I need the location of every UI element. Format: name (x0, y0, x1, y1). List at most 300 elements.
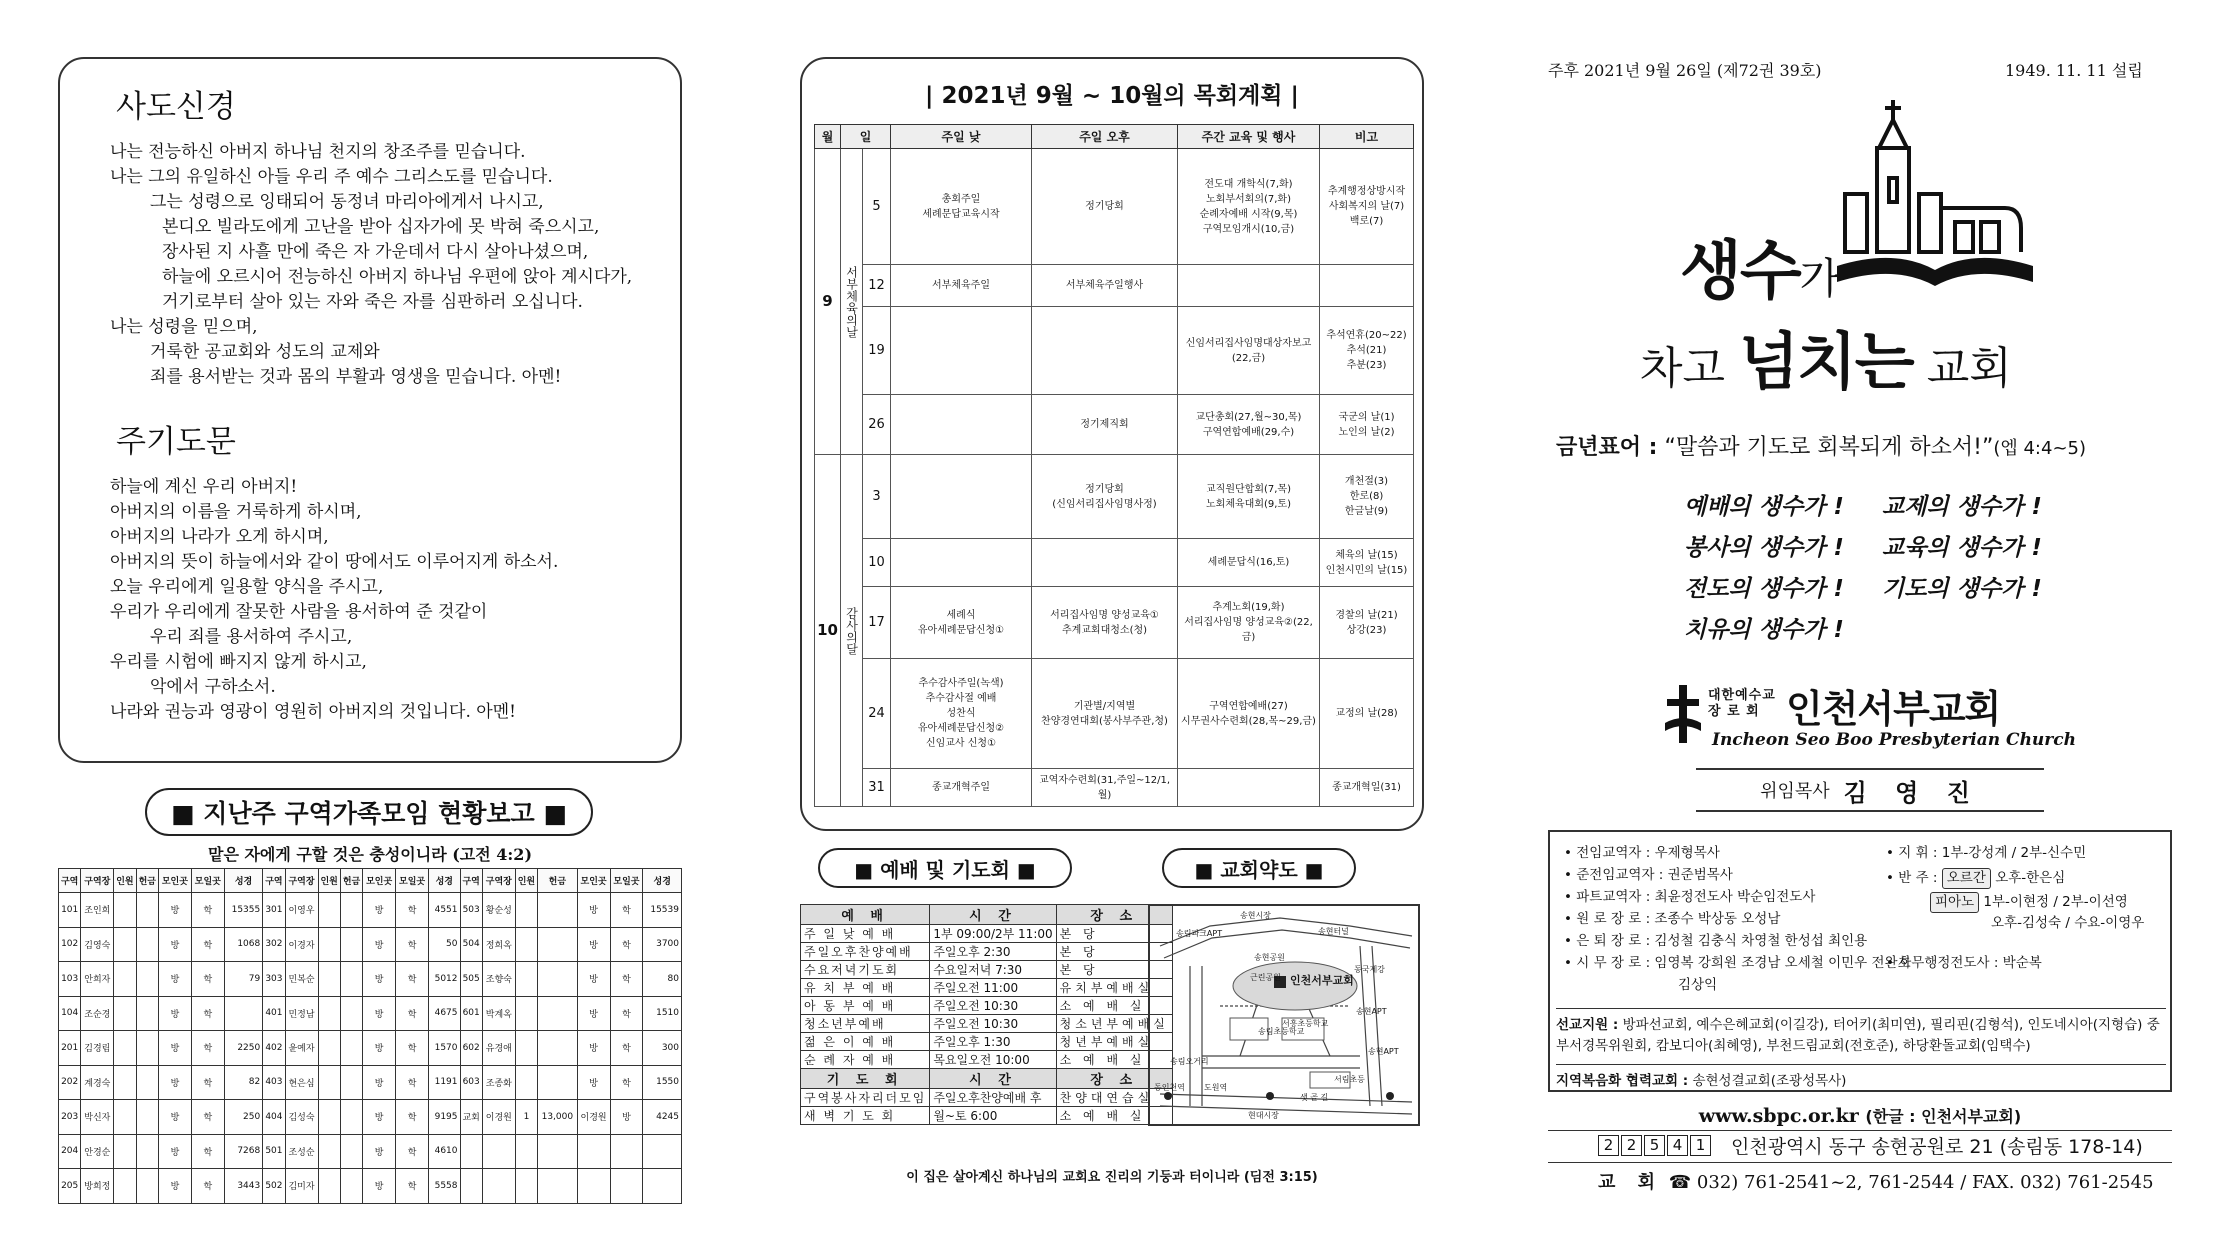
report-cell: 김영숙 (81, 927, 114, 962)
report-cell (515, 996, 537, 1031)
report-cell: 방 (363, 1031, 396, 1066)
plan-month-theme: 감사의달 (841, 455, 863, 807)
prayer-line: 우리를 시험에 빠지지 않게 하시고, (110, 652, 367, 672)
report-cell: 방 (363, 893, 396, 928)
slogan-line-1: 생수가 (1680, 235, 1839, 309)
plan-pm (1032, 307, 1178, 395)
plan-day: 26 (863, 395, 891, 455)
report-header: 인원 (318, 869, 340, 893)
report-cell (114, 962, 136, 997)
report-cell: 9195 (429, 1100, 460, 1135)
worship-cell: 아 동 부 예 배 (801, 997, 930, 1015)
plan-month: 9 (815, 149, 841, 455)
worship-cell: 순 례 자 예 배 (801, 1051, 930, 1069)
report-cell (114, 893, 136, 928)
report-cell: 학 (396, 996, 429, 1031)
zip-digit: 2 (1598, 1135, 1619, 1156)
report-cell (136, 1065, 158, 1100)
report-cell: 4551 (429, 893, 460, 928)
staff-line: • 은 퇴 장 로 : 김성철 김충식 차영철 한성섭 최인용 (1564, 933, 1868, 949)
table-row (801, 1107, 1173, 1125)
map-label: 송현APT (1356, 1007, 1387, 1016)
prayer-line: 우리가 우리에게 잘못한 사람을 용서하여 준 것같이 (110, 602, 488, 622)
report-cell: 3700 (643, 927, 682, 962)
plan-day: 19 (863, 307, 891, 395)
table-row (59, 893, 682, 928)
report-cell: 501 (263, 1134, 285, 1169)
report-cell: 방 (577, 1065, 610, 1100)
report-cell (114, 1134, 136, 1169)
report-cell: 201 (59, 1031, 81, 1066)
map-label: 근린공원 (1250, 973, 1281, 982)
report-cell: 방 (158, 1169, 191, 1204)
map-label: 송림파크APT (1176, 929, 1223, 938)
worship-header: 기 도 회 (801, 1069, 930, 1089)
worship-header: 장 소 (1056, 905, 1172, 925)
report-cell (224, 996, 262, 1031)
worship-cell: 1부 09:00/2부 11:00 (930, 925, 1056, 943)
report-cell: 학 (191, 1169, 224, 1204)
table-row (801, 1033, 1173, 1051)
report-cell (114, 1031, 136, 1066)
report-cell (114, 996, 136, 1031)
report-cell: 601 (460, 996, 482, 1031)
website[interactable]: www.sbpc.or.kr (한글 : 인천서부교회) (1698, 1105, 2022, 1127)
report-cell: 학 (610, 893, 643, 928)
goal-item: 전도의 생수가 ! (1684, 576, 1844, 602)
report-cell (318, 996, 340, 1031)
creed-panel (58, 57, 682, 763)
report-cell: 방 (363, 1169, 396, 1204)
report-cell: 황순성 (482, 893, 515, 928)
report-cell (318, 1031, 340, 1066)
worship-cell: 소 예 배 실 (1056, 1051, 1172, 1069)
plan-header: 주일 낮 (891, 125, 1032, 149)
worship-cell: 유 치 부 예 배 (801, 979, 930, 997)
report-cell: 이경자 (285, 927, 318, 962)
map-label: 서흥초등학교 (1282, 1019, 1329, 1028)
worship-cell: 젊 은 이 예 배 (801, 1033, 930, 1051)
report-cell: 유경애 (482, 1031, 515, 1066)
plan-pm: 기관별/지역별 찬양경연대회(봉사부주관,청) (1032, 659, 1178, 769)
report-cell: 250 (224, 1100, 262, 1135)
report-cell: 103 (59, 962, 81, 997)
ministry-plan-table (814, 124, 1414, 807)
report-cell: 1 (515, 1100, 537, 1135)
report-cell (318, 927, 340, 962)
report-cell: 학 (396, 1100, 429, 1135)
report-cell: 82 (224, 1065, 262, 1100)
plan-week (1178, 265, 1320, 307)
report-cell: 방 (158, 1031, 191, 1066)
report-cell (318, 962, 340, 997)
map-label: 도원역 (1204, 1083, 1228, 1092)
plan-month-theme: 서부체육의날 (841, 149, 863, 455)
map-label: 송현터널 (1318, 927, 1349, 936)
table-row (801, 943, 1173, 961)
goal-item: 교육의 생수가 ! (1882, 535, 2042, 561)
report-cell: 50 (429, 927, 460, 962)
plan-noon (891, 307, 1032, 395)
report-cell (515, 1134, 537, 1169)
conductor: • 지 휘 : 1부-강성계 / 2부-신수민 (1886, 845, 2087, 861)
report-cell (136, 996, 158, 1031)
map-label: 동국제강 (1354, 965, 1385, 974)
report-cell (340, 1100, 362, 1135)
creed-text (110, 140, 650, 390)
map-label: 송현공원 (1254, 953, 1285, 962)
ministry-plan-panel (800, 57, 1424, 831)
report-cell: 203 (59, 1100, 81, 1135)
report-header: 모일곳 (610, 869, 643, 893)
report-cell: 학 (191, 1134, 224, 1169)
prayer-title: 주기도문 (116, 424, 236, 460)
worship-cell: 월~토 6:00 (930, 1107, 1056, 1125)
creed-line: 본디오 빌라도에게 고난을 받아 십자가에 못 박혀 죽으시고, (162, 217, 600, 237)
plan-pm: 서부체육주일행사 (1032, 265, 1178, 307)
report-cell: 학 (396, 927, 429, 962)
report-cell (340, 893, 362, 928)
staff-line: • 시 무 장 로 : 임영복 강희원 조경남 오세철 이민우 전완호 (1564, 955, 1911, 971)
report-cell (577, 1134, 610, 1169)
report-cell: 방 (158, 1134, 191, 1169)
goal-item: 봉사의 생수가 ! (1684, 535, 1844, 561)
report-cell: 방 (158, 927, 191, 962)
report-cell: 이경원 (482, 1100, 515, 1135)
report-cell: 학 (396, 1169, 429, 1204)
church-logo-cross-icon (1663, 683, 1703, 747)
report-cell: 2250 (224, 1031, 262, 1066)
creed-line: 장사된 지 사흘 만에 죽은 자 가운데서 다시 살아나셨으며, (162, 242, 589, 262)
report-cell (114, 1065, 136, 1100)
report-header: 헌금 (340, 869, 362, 893)
report-header: 모인곳 (577, 869, 610, 893)
report-cell (515, 893, 537, 928)
report-cell: 402 (263, 1031, 285, 1066)
founded-date: 1949. 11. 11 설립 (2005, 61, 2143, 80)
worship-cell: 목요일오전 10:00 (930, 1051, 1056, 1069)
report-cell (460, 1169, 482, 1204)
report-cell: 안경순 (81, 1134, 114, 1169)
report-cell: 202 (59, 1065, 81, 1100)
report-cell: 4610 (429, 1134, 460, 1169)
creed-line: 나는 전능하신 아버지 하나님 천지의 창조주를 믿습니다. (110, 142, 526, 162)
plan-month: 10 (815, 455, 841, 807)
report-cell: 방 (577, 1031, 610, 1066)
report-cell (515, 1169, 537, 1204)
report-cell: 학 (191, 1065, 224, 1100)
report-cell: 방 (610, 1100, 643, 1135)
table-row (801, 1089, 1173, 1107)
prayer-line: 악에서 구하소서. (150, 677, 276, 697)
worship-cell: 주일오전 10:30 (930, 1015, 1056, 1033)
table-row (801, 1051, 1173, 1069)
worship-cell: 주일오후 2:30 (930, 943, 1056, 961)
plan-week: 전도대 개학식(7,화) 노회부서회의(7,화) 순례자예배 시작(9,목) 구역모임개시(10,금) (1178, 149, 1320, 265)
report-cell: 5012 (429, 962, 460, 997)
table-row (815, 539, 1414, 587)
map-label: 서림초등 (1334, 1075, 1365, 1084)
worship-cell: 새 벽 기 도 회 (801, 1107, 930, 1125)
worship-cell: 주일오전 10:30 (930, 997, 1056, 1015)
creed-line: 거기로부터 살아 있는 자와 죽은 자를 심판하러 오십니다. (162, 292, 583, 312)
report-cell: 방 (363, 962, 396, 997)
report-cell (340, 1134, 362, 1169)
report-cell: 4245 (643, 1100, 682, 1135)
creed-line: 하늘에 오르시어 전능하신 아버지 하나님 우편에 앉아 계시다가, (162, 267, 633, 287)
report-cell: 방 (363, 1100, 396, 1135)
report-cell (482, 1169, 515, 1204)
zip-digit: 2 (1621, 1135, 1642, 1156)
table-row (815, 307, 1414, 395)
plan-pm: 정기제직회 (1032, 395, 1178, 455)
table-row (59, 1031, 682, 1066)
divider (1548, 1130, 2172, 1131)
report-cell: 방 (577, 893, 610, 928)
report-header: 구역장 (81, 869, 114, 893)
report-cell: 방 (363, 1134, 396, 1169)
report-cell (340, 962, 362, 997)
report-header: 인원 (515, 869, 537, 893)
table-row (59, 927, 682, 962)
staff-line: 김상익 (1678, 977, 1718, 993)
plan-header: 주일 오후 (1032, 125, 1178, 149)
report-cell: 3443 (224, 1169, 262, 1204)
plan-pm: 서리집사임명 양성교육① 추계교회대청소(청) (1032, 587, 1178, 659)
plan-title: | 2021년 9월 ~ 10월의 목회계획 | (925, 83, 1299, 109)
report-cell (318, 1100, 340, 1135)
worship-header: 장 소 (1056, 1069, 1172, 1089)
report-header: 구역장 (482, 869, 515, 893)
report-cell: 방 (363, 1065, 396, 1100)
creed-line: 그는 성령으로 잉태되어 동정녀 마리아에게서 나시고, (150, 192, 544, 212)
report-cell: 박신자 (81, 1100, 114, 1135)
report-header: 헌금 (538, 869, 577, 893)
plan-day: 24 (863, 659, 891, 769)
report-cell: 민정남 (285, 996, 318, 1031)
report-cell: 502 (263, 1169, 285, 1204)
plan-pm: 교역자수련회(31,주일~12/1,월) (1032, 769, 1178, 807)
report-cell (538, 1169, 577, 1204)
report-header: 인원 (114, 869, 136, 893)
plan-noon: 세례식 유아세례문답신청① (891, 587, 1032, 659)
report-cell: 박계옥 (482, 996, 515, 1031)
plan-day: 5 (863, 149, 891, 265)
worship-header-row (801, 1069, 1173, 1089)
prayer-text (110, 475, 650, 725)
admin-staff: • 사무행정전도사 : 박순복 (1886, 955, 2042, 971)
report-cell: 301 (263, 893, 285, 928)
map-label: 동인천역 (1154, 1083, 1185, 1092)
report-cell: 학 (610, 962, 643, 997)
worship-cell: 청소년부예배 (801, 1015, 930, 1033)
report-cell: 이경원 (577, 1100, 610, 1135)
report-cell: 조향숙 (482, 962, 515, 997)
creed-title: 사도신경 (116, 89, 236, 125)
worship-title: ■ 예배 및 기도회 ■ (818, 848, 1072, 888)
report-header: 성경 (224, 869, 262, 893)
report-cell: 방 (158, 1100, 191, 1135)
prayer-line: 나라와 권능과 영광이 영원히 아버지의 것입니다. 아멘! (110, 702, 516, 722)
table-row (815, 769, 1414, 807)
worship-cell: 청년부예배실 (1056, 1033, 1172, 1051)
report-cell (515, 1031, 537, 1066)
report-cell (610, 1169, 643, 1204)
table-row (59, 1134, 682, 1169)
table-row (815, 455, 1414, 539)
report-cell (577, 1169, 610, 1204)
plan-day: 3 (863, 455, 891, 539)
table-row (59, 1065, 682, 1100)
plan-week (1178, 769, 1320, 807)
map-label: 송현시장 (1240, 911, 1271, 920)
report-header: 구역장 (285, 869, 318, 893)
plan-note: 추석연휴(20~22) 추석(21) 추분(23) (1320, 307, 1414, 395)
report-cell: 15355 (224, 893, 262, 928)
staff-line: • 원 로 장 로 : 조종수 박상동 오성남 (1564, 911, 1781, 927)
report-cell (538, 962, 577, 997)
report-cell: 방 (577, 996, 610, 1031)
report-header: 구역 (460, 869, 482, 893)
report-cell (515, 962, 537, 997)
report-cell (136, 1169, 158, 1204)
zip-digit: 1 (1690, 1135, 1711, 1156)
plan-week: 교단총회(27,월~30,목) 구역연합예배(29,수) (1178, 395, 1320, 455)
plan-week: 신임서리집사임명대상자보고 (22,금) (1178, 307, 1320, 395)
church-building-icon (1835, 98, 2035, 288)
report-cell (340, 927, 362, 962)
plan-note: 추계행정상방시작 사회복지의 날(7) 백로(7) (1320, 149, 1414, 265)
address: 2 2 5 4 1 인천광역시 동구 송현공원로 21 (송림동 178-14) (1598, 1132, 2143, 1159)
report-cell: 79 (224, 962, 262, 997)
report-cell: 학 (191, 996, 224, 1031)
plan-header: 주간 교육 및 행사 (1178, 125, 1320, 149)
plan-week: 구역연합예배(27) 시무권사수련회(28,목~29,금) (1178, 659, 1320, 769)
table-row (815, 587, 1414, 659)
report-cell: 15539 (643, 893, 682, 928)
report-cell: 102 (59, 927, 81, 962)
report-cell (482, 1134, 515, 1169)
divider (1548, 1162, 2172, 1163)
table-row (801, 961, 1173, 979)
prayer-line: 우리 죄를 용서하여 주시고, (150, 627, 353, 647)
report-cell: 1510 (643, 996, 682, 1031)
report-title: ■ 지난주 구역가족모임 현황보고 ■ (145, 788, 593, 836)
map-church-label: 인천서부교회 (1290, 974, 1354, 987)
plan-day: 10 (863, 539, 891, 587)
report-cell: 4675 (429, 996, 460, 1031)
staff-line: • 준전임교역자 : 권준범목사 (1564, 867, 1733, 883)
report-cell: 602 (460, 1031, 482, 1066)
report-header: 구역 (59, 869, 81, 893)
report-cell: 5558 (429, 1169, 460, 1204)
zip-digit: 4 (1667, 1135, 1688, 1156)
report-cell (643, 1134, 682, 1169)
plan-noon (891, 395, 1032, 455)
staff-line: • 전임교역자 : 우제형목사 (1564, 845, 1720, 861)
map-label: 샛 골 길 (1300, 1093, 1329, 1102)
report-cell: 조인희 (81, 893, 114, 928)
report-cell: 13,000 (538, 1100, 577, 1135)
worship-cell: 주일오후찬양예배 후 (930, 1089, 1056, 1107)
plan-week: 세례문답식(16,토) (1178, 539, 1320, 587)
plan-header: 일 (841, 125, 891, 149)
report-cell (515, 1065, 537, 1100)
report-cell (136, 1100, 158, 1135)
report-cell (340, 1065, 362, 1100)
report-cell (538, 1134, 577, 1169)
table-row (801, 925, 1173, 943)
report-cell: 205 (59, 1169, 81, 1204)
goal-item: 예배의 생수가 ! (1684, 494, 1844, 520)
report-cell (340, 1031, 362, 1066)
phone-info: 교 회 ☎ 032) 761-2541~2, 761-2544 / FAX. 032) 761-2545 (1598, 1172, 2154, 1193)
report-cell: 조성순 (285, 1134, 318, 1169)
report-cell: 학 (396, 962, 429, 997)
report-cell: 조종화 (482, 1065, 515, 1100)
report-cell (538, 1031, 577, 1066)
table-row (815, 265, 1414, 307)
report-cell: 403 (263, 1065, 285, 1100)
report-cell: 204 (59, 1134, 81, 1169)
report-cell: 김성숙 (285, 1100, 318, 1135)
staff-line: • 파트교역자 : 최윤정전도사 박순임전도사 (1564, 889, 1816, 905)
table-row (59, 1100, 682, 1135)
report-cell (136, 1031, 158, 1066)
report-cell: 학 (191, 1031, 224, 1066)
report-header: 헌금 (136, 869, 158, 893)
worship-cell: 수요일저녁 7:30 (930, 961, 1056, 979)
plan-note: 개천절(3) 한로(8) 한글날(9) (1320, 455, 1414, 539)
goal-item: 교제의 생수가 ! (1882, 494, 2042, 520)
report-cell: 현은심 (285, 1065, 318, 1100)
report-cell: 학 (610, 996, 643, 1031)
church-name: 인천서부교회 (1786, 687, 2001, 731)
report-cell: 방 (158, 962, 191, 997)
piano: 피아노 1부-이현정 / 2부-이선영 (1930, 892, 2128, 913)
plan-note: 국군의 날(1) 노인의 날(2) (1320, 395, 1414, 455)
worship-schedule-table (800, 904, 1173, 1125)
report-cell: 방희정 (81, 1169, 114, 1204)
report-header: 모일곳 (191, 869, 224, 893)
report-cell (318, 1065, 340, 1100)
plan-day: 17 (863, 587, 891, 659)
report-cell: 505 (460, 962, 482, 997)
report-cell: 윤예자 (285, 1031, 318, 1066)
report-cell: 김경림 (81, 1031, 114, 1066)
report-cell (460, 1134, 482, 1169)
plan-noon: 총회주일 세례문답교육시작 (891, 149, 1032, 265)
plan-day: 12 (863, 265, 891, 307)
piano-2: 오후-김성숙 / 수요-이영우 (1991, 915, 2145, 931)
prayer-line: 아버지의 뜻이 하늘에서와 같이 땅에서도 이루어지게 하소서. (110, 552, 559, 572)
report-cell: 300 (643, 1031, 682, 1066)
worship-cell: 본 당 (1056, 925, 1172, 943)
report-cell (610, 1134, 643, 1169)
worship-cell: 구역봉사자리더모임 (801, 1089, 930, 1107)
report-cell: 김미자 (285, 1169, 318, 1204)
report-cell: 1068 (224, 927, 262, 962)
report-cell (114, 1169, 136, 1204)
report-cell: 교회 (460, 1100, 482, 1135)
report-cell: 80 (643, 962, 682, 997)
map-title: ■ 교회약도 ■ (1162, 848, 1356, 888)
prayer-line: 아버지의 이름을 거룩하게 하시며, (110, 502, 362, 522)
report-cell: 학 (396, 893, 429, 928)
slogan-line-2: 차고 넘치는 교회 (1640, 325, 2012, 398)
table-row (815, 659, 1414, 769)
report-cell: 101 (59, 893, 81, 928)
